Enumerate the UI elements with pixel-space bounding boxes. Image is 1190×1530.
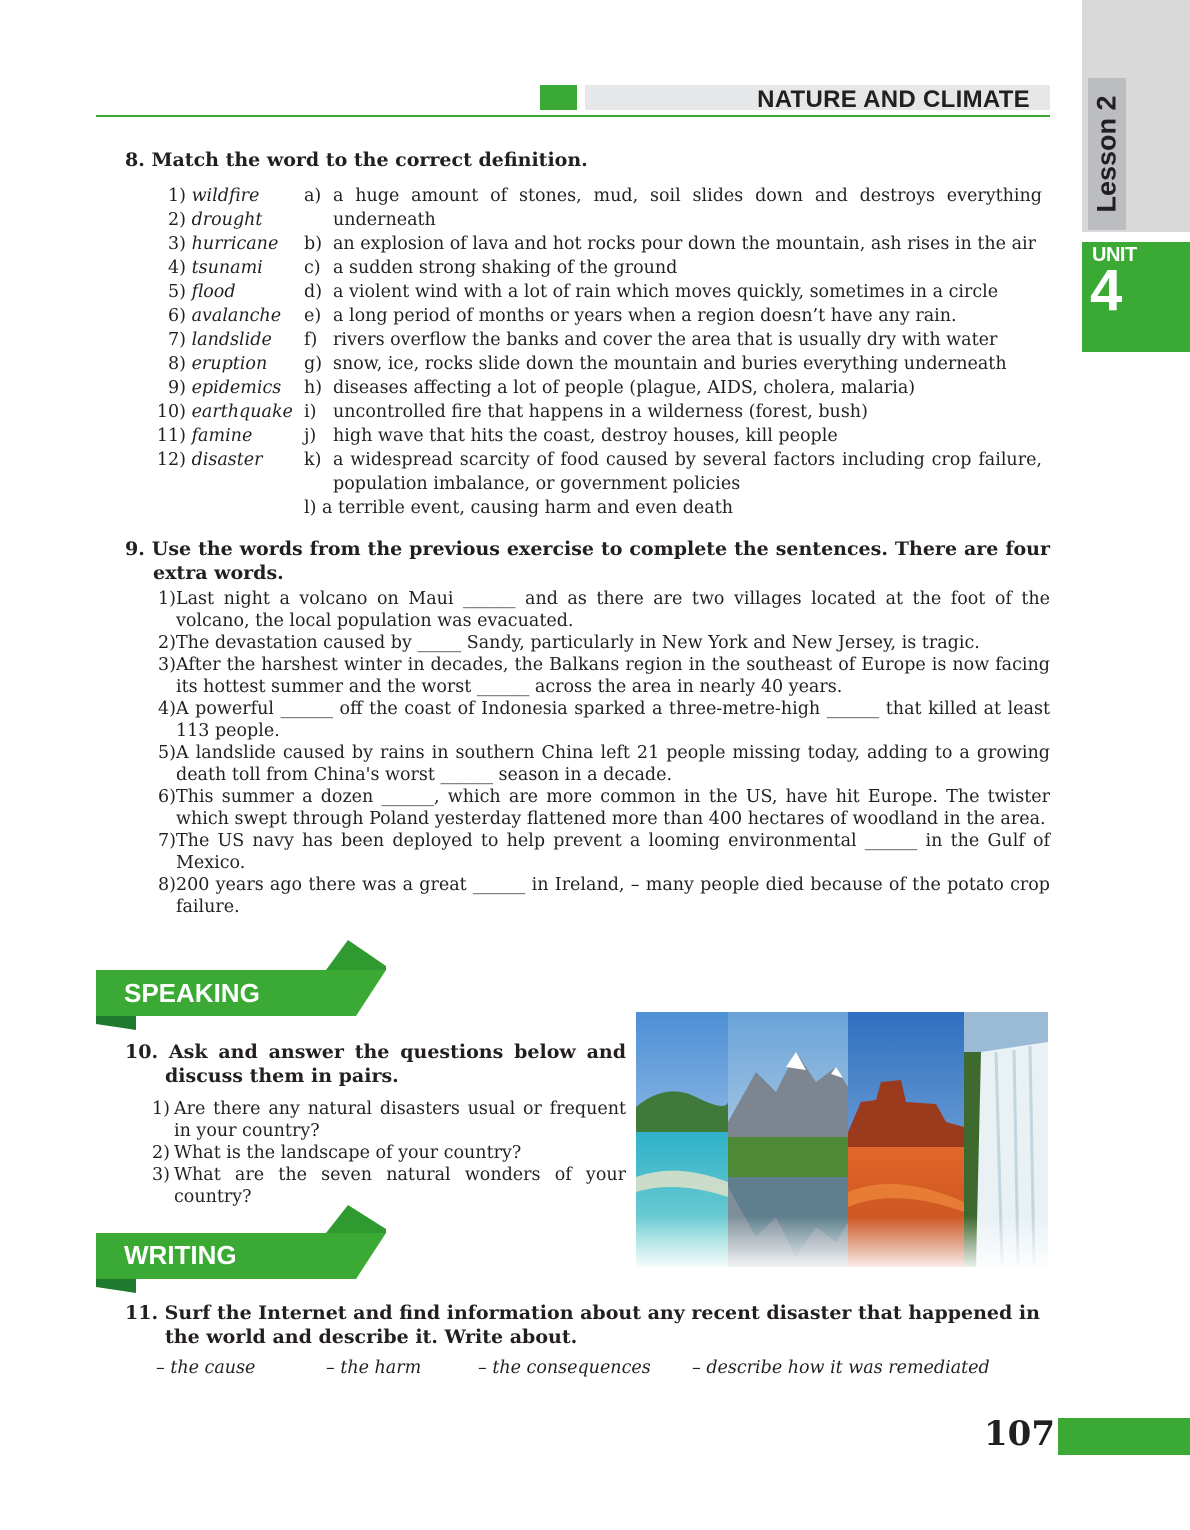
- sentence-number: 2): [158, 633, 176, 653]
- sentence-text: After the harshest winter in decades, the Balkans region in the southeast of Europe is now facing its hottest summer and the worst ______ across the area in nearly 40 years.: [176, 655, 1050, 697]
- exercise-9-heading-text: 9. Use the words from the previous exercise to complete the sentences. There are four extra words.: [125, 538, 1050, 584]
- sentence-number: 4): [158, 699, 176, 719]
- definition-text: diseases affecting a lot of people (plague, AIDS, cholera, malaria): [333, 378, 916, 398]
- unit-label: UNIT: [1092, 244, 1137, 266]
- sentence-item: [158, 588, 1050, 632]
- sentence-number: 8): [158, 875, 176, 895]
- definition-text: rivers overflow the banks and cover the area that is usually dry with water: [333, 330, 998, 350]
- word-item: [150, 280, 300, 304]
- word-item: [150, 376, 300, 400]
- sentence-text: A powerful ______ off the coast of Indonesia sparked a three-metre-high ______ that killed at least 113 people.: [176, 699, 1050, 741]
- definition-item: [304, 256, 1042, 280]
- definition-text: an explosion of lava and hot rocks pour down the mountain, ash rises in the air: [333, 234, 1036, 254]
- word-item: [150, 424, 300, 448]
- definition-text: a sudden strong shaking of the ground: [333, 258, 678, 278]
- page-number-bar: [1058, 1418, 1190, 1455]
- word-text: eruption: [191, 354, 268, 374]
- definition-letter: c): [304, 258, 321, 278]
- point-harm: – the harm: [326, 1358, 422, 1378]
- definition-letter: i): [304, 402, 317, 422]
- word-text: famine: [191, 426, 253, 446]
- word-number: 3): [168, 234, 186, 254]
- word-item: [150, 328, 300, 352]
- definition-text: snow, ice, rocks slide down the mountain and buries everything underneath: [333, 354, 1007, 374]
- definition-item: [304, 232, 1042, 256]
- word-text: hurricane: [191, 234, 279, 254]
- writing-label: WRITING: [124, 1240, 237, 1270]
- question-item: [152, 1164, 626, 1208]
- sentence-number: 5): [158, 743, 176, 763]
- definition-letter: a): [304, 186, 322, 206]
- word-text: tsunami: [191, 258, 263, 278]
- word-number: 2): [168, 210, 186, 230]
- word-item: [150, 352, 300, 376]
- sentence-text: 200 years ago there was a great ______ in Ireland, – many people died because of the potato crop failure.: [176, 875, 1050, 917]
- point-consequences: – the consequences: [478, 1358, 651, 1378]
- definition-item: [304, 496, 1042, 520]
- question-text: What are the seven natural wonders of your country?: [174, 1165, 626, 1207]
- definition-list: [304, 184, 1042, 520]
- page-title: NATURE AND CLIMATE: [757, 86, 1030, 113]
- definition-letter: h): [304, 378, 323, 398]
- point-remediation: – describe how it was remediated: [692, 1358, 990, 1378]
- word-text: avalanche: [191, 306, 282, 326]
- word-item: [150, 184, 300, 208]
- sentence-number: 7): [158, 831, 176, 851]
- definition-letter: j): [304, 426, 317, 446]
- header-accent-block: [540, 85, 577, 110]
- sentence-text: This summer a dozen ______, which are more common in the US, have hit Europe. The twister which swept through Poland yesterday flattened more than 400 hectares of woodland in the area.: [176, 787, 1050, 829]
- definition-item: [304, 280, 1042, 304]
- question-number: 1): [152, 1099, 170, 1119]
- exercise-8-heading: 8. Match the word to the correct definition.: [125, 149, 588, 171]
- definition-letter: f): [304, 330, 318, 350]
- word-item: [150, 448, 300, 472]
- definition-item: [304, 376, 1042, 400]
- sentence-number: 1): [158, 589, 176, 609]
- question-list: [152, 1098, 626, 1208]
- sentence-item: [158, 698, 1050, 742]
- definition-letter: l): [304, 498, 317, 518]
- word-number: 9): [168, 378, 186, 398]
- exercise-11-heading-text: 11. Surf the Internet and find information about any recent disaster that happened in the world and describe it. Write about.: [125, 1302, 1040, 1348]
- sentence-number: 6): [158, 787, 176, 807]
- word-number: 12): [156, 450, 186, 470]
- word-item: [150, 208, 300, 232]
- exercise-10-heading-text: 10. Ask and answer the questions below and discuss them in pairs.: [125, 1041, 626, 1087]
- sentence-text: The devastation caused by _____ Sandy, particularly in New York and New Jersey, is tragic.: [176, 633, 980, 653]
- definition-text: a huge amount of stones, mud, soil slides down and destroys everything underneath: [333, 186, 1042, 230]
- definition-letter: k): [304, 450, 322, 470]
- word-number: 1): [168, 186, 186, 206]
- exercise-10-heading: [125, 1040, 626, 1088]
- lesson-label-wrap: [1088, 78, 1126, 230]
- definition-item: [304, 424, 1042, 448]
- definition-letter: b): [304, 234, 323, 254]
- question-item: [152, 1142, 626, 1164]
- question-number: 3): [152, 1165, 170, 1185]
- definition-item: [304, 352, 1042, 376]
- sentence-item: [158, 742, 1050, 786]
- exercise-9-heading: [125, 537, 1050, 585]
- word-item: [150, 304, 300, 328]
- definition-item: [304, 400, 1042, 424]
- definition-text: a violent wind with a lot of rain which moves quickly, sometimes in a circle: [333, 282, 999, 302]
- word-list: [150, 184, 300, 472]
- sentence-item: [158, 654, 1050, 698]
- exercise-11-heading: [125, 1301, 1050, 1349]
- question-item: [152, 1098, 626, 1142]
- definition-letter: g): [304, 354, 323, 374]
- sentence-number: 3): [158, 655, 176, 675]
- sentence-item: [158, 874, 1050, 918]
- question-number: 2): [152, 1143, 170, 1163]
- sentence-item: [158, 830, 1050, 874]
- definition-text: high wave that hits the coast, destroy houses, kill people: [333, 426, 838, 446]
- word-number: 6): [168, 306, 186, 326]
- sentence-text: A landslide caused by rains in southern China left 21 people missing today, adding to a growing death toll from China's worst ______ season in a decade.: [176, 743, 1050, 785]
- lesson-label: Lesson 2: [1091, 95, 1122, 213]
- word-number: 10): [156, 402, 186, 422]
- word-number: 8): [168, 354, 186, 374]
- word-text: earthquake: [191, 402, 293, 422]
- sentence-text: The US navy has been deployed to help prevent a looming environmental ______ in the Gulf of Mexico.: [176, 831, 1050, 873]
- point-cause: – the cause: [156, 1358, 256, 1378]
- word-text: wildfire: [191, 186, 260, 206]
- sentence-item: [158, 632, 1050, 654]
- word-text: disaster: [191, 450, 263, 470]
- definition-item: [304, 184, 1042, 232]
- definition-text: a widespread scarcity of food caused by several factors including crop failure, population imbalance, or government policies: [333, 450, 1042, 494]
- header-divider: [96, 115, 1050, 117]
- page-number: 107: [984, 1414, 1055, 1454]
- definition-item: [304, 304, 1042, 328]
- word-item: [150, 256, 300, 280]
- word-text: epidemics: [191, 378, 282, 398]
- speaking-label: SPEAKING: [124, 978, 260, 1008]
- question-text: What is the landscape of your country?: [174, 1143, 522, 1163]
- word-number: 4): [168, 258, 186, 278]
- word-text: landslide: [191, 330, 272, 350]
- word-item: [150, 232, 300, 256]
- sentence-list: [158, 588, 1050, 918]
- unit-number: 4: [1090, 258, 1123, 323]
- definition-letter: d): [304, 282, 323, 302]
- question-text: Are there any natural disasters usual or frequent in your country?: [174, 1099, 626, 1141]
- word-text: drought: [191, 210, 263, 230]
- definition-text: uncontrolled fire that happens in a wilderness (forest, bush): [333, 402, 868, 422]
- word-number: 7): [168, 330, 186, 350]
- word-number: 11): [156, 426, 186, 446]
- landscape-photo-collage: [636, 1012, 1048, 1267]
- word-text: flood: [191, 282, 236, 302]
- definition-item: [304, 328, 1042, 352]
- definition-letter: e): [304, 306, 322, 326]
- word-item: [150, 400, 300, 424]
- definition-item: [304, 448, 1042, 496]
- sentence-item: [158, 786, 1050, 830]
- sentence-text: Last night a volcano on Maui ______ and as there are two villages located at the foot of the volcano, the local population was evacuated.: [176, 589, 1050, 631]
- word-number: 5): [168, 282, 186, 302]
- definition-text: a terrible event, causing harm and even death: [322, 498, 734, 518]
- definition-text: a long period of months or years when a region doesn’t have any rain.: [333, 306, 957, 326]
